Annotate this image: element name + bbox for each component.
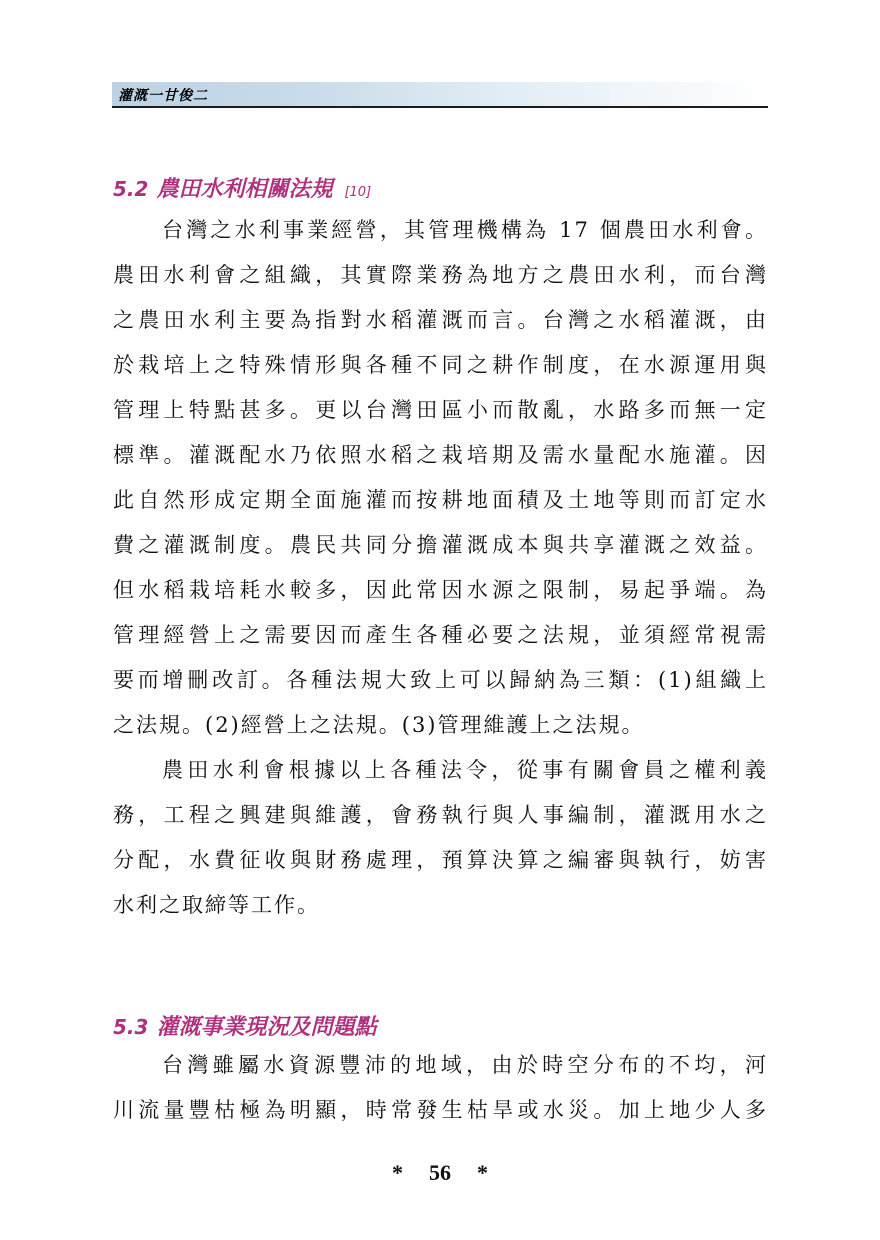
paragraph-line: 農田水利會之組織，其實際業務為地方之農田水利，而台灣 xyxy=(113,263,768,287)
paragraph-line: 之農田水利主要為指對水稻灌溉而言。台灣之水稻灌溉，由 xyxy=(113,308,768,332)
page-footer xyxy=(0,1160,880,1186)
paragraph-line: 管理經營上之需要因而產生各種必要之法規，並須經常視需 xyxy=(113,623,768,647)
paragraph-line: 台灣之水利事業經營，其管理機構為 17 個農田水利會。 xyxy=(162,218,768,242)
paragraph-line: 要而增刪改訂。各種法規大致上可以歸納為三類：(1)組織上 xyxy=(113,668,768,692)
paragraph-line: 管理上特點甚多。更以台灣田區小而散亂，水路多而無一定 xyxy=(113,398,768,422)
paragraph-line: 標準。灌溉配水乃依照水稻之栽培期及需水量配水施灌。因 xyxy=(113,443,768,467)
section-title: 農田水利相關法規 xyxy=(156,177,333,202)
section-heading-5-2 xyxy=(113,172,371,203)
paragraph-line: 之法規。(2)經營上之法規。(3)管理維護上之法規。 xyxy=(113,713,645,737)
running-header-bar xyxy=(112,82,768,108)
section-number: 5.3 xyxy=(113,1015,149,1039)
page-number: 56 xyxy=(429,1160,451,1185)
paragraph-line: 水利之取締等工作。 xyxy=(113,893,320,917)
section-heading-5-3 xyxy=(113,1010,376,1041)
paragraph-line: 農田水利會根據以上各種法令，從事有關會員之權利義 xyxy=(162,758,768,782)
footer-star-right: * xyxy=(477,1160,488,1185)
running-header-title: 灌溉一甘俊二 xyxy=(118,88,208,104)
paragraph-line: 務，工程之興建與維護，會務執行與人事編制，灌溉用水之 xyxy=(113,803,768,827)
footer-star-left: * xyxy=(392,1160,403,1185)
paragraph-line: 費之灌溉制度。農民共同分擔灌溉成本與共享灌溉之效益。 xyxy=(113,533,768,557)
paragraph-line: 但水稻栽培耗水較多，因此常因水源之限制，易起爭端。為 xyxy=(113,578,768,602)
paragraph-line: 台灣雖屬水資源豐沛的地域，由於時空分布的不均，河 xyxy=(162,1053,768,1077)
section-number: 5.2 xyxy=(113,177,149,201)
paragraph-line: 於栽培上之特殊情形與各種不同之耕作制度，在水源運用與 xyxy=(113,353,768,377)
section-title: 灌溉事業現況及問題點 xyxy=(156,1015,377,1040)
paragraph-line: 此自然形成定期全面施灌而按耕地面積及土地等則而訂定水 xyxy=(113,488,768,512)
paragraph-line: 川流量豐枯極為明顯，時常發生枯旱或水災。加上地少人多 xyxy=(113,1098,768,1122)
section-reference: [10] xyxy=(344,185,372,200)
paragraph-line: 分配，水費征收與財務處理，預算決算之編審與執行，妨害 xyxy=(113,848,768,872)
